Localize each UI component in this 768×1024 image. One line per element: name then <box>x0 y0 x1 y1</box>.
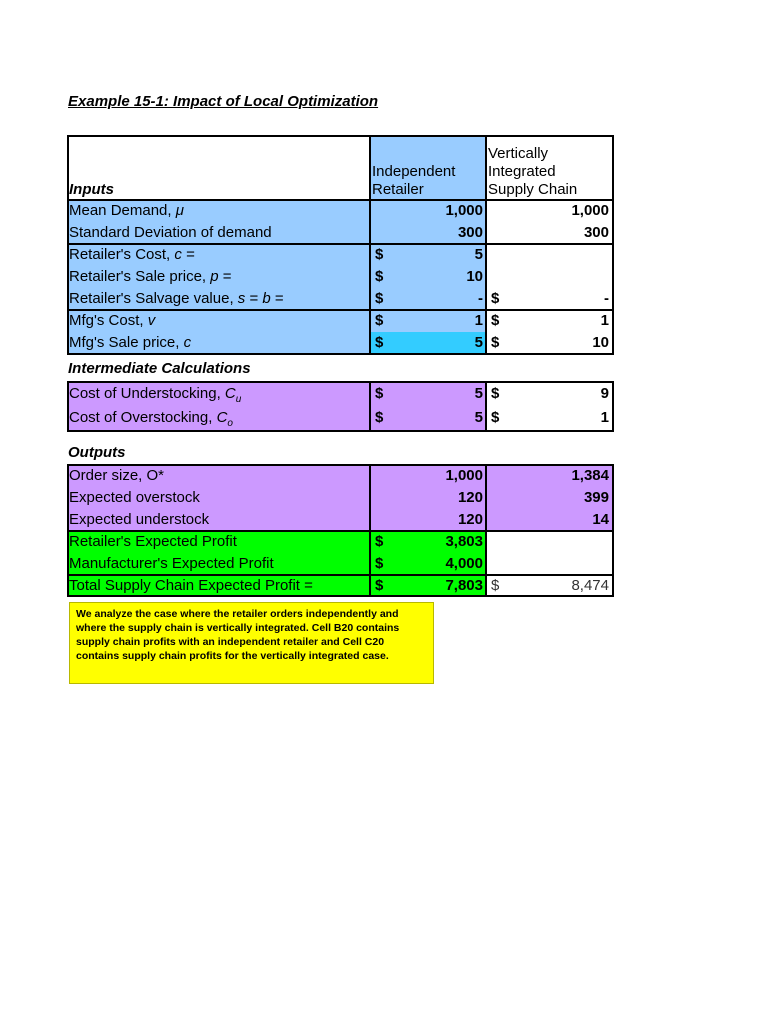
cell-c[interactable]: $ 9 <box>491 385 609 402</box>
table-row <box>68 200 612 222</box>
cell-c[interactable]: 14 <box>486 509 612 531</box>
cell-b[interactable]: $ 5 <box>370 382 486 406</box>
row-label[interactable]: Retailer's Expected Profit <box>68 531 370 553</box>
cell-b[interactable]: 1,000 <box>370 465 486 487</box>
cell-c[interactable] <box>486 244 612 266</box>
cell-b-selected[interactable]: $ 5 <box>370 332 486 354</box>
row-label[interactable]: Retailer's Salvage value, s = b = <box>68 288 370 310</box>
cell-c[interactable]: 300 <box>583 224 609 241</box>
cell-c-total[interactable]: $ 8,474 <box>491 577 609 594</box>
cell-c[interactable]: $ 1 <box>491 409 609 426</box>
row-divider <box>67 243 614 245</box>
row-label[interactable]: Expected overstock <box>68 487 370 509</box>
inputs-heading: Inputs <box>69 181 114 198</box>
col-divider <box>485 381 487 432</box>
cell-b[interactable]: $ 10 <box>370 266 486 288</box>
cell-b[interactable]: $ 5 <box>370 406 486 430</box>
cell-c[interactable]: 1,000 <box>571 202 609 219</box>
row-label[interactable]: Total Supply Chain Expected Profit = <box>68 575 370 597</box>
sheet-title: Example 15-1: Impact of Local Optimization <box>68 93 379 110</box>
outputs-heading: Outputs <box>68 444 126 461</box>
row-label[interactable]: Retailer's Cost, c = <box>68 244 370 266</box>
table-row <box>68 575 612 597</box>
cell-b[interactable]: $ 1 <box>370 310 486 332</box>
cell-c[interactable]: 399 <box>486 487 612 509</box>
cell-b[interactable]: $ 5 <box>370 244 486 266</box>
table-row <box>68 531 612 553</box>
row-label[interactable]: Mfg's Sale price, c <box>68 332 370 354</box>
row-label[interactable]: Mfg's Cost, v <box>68 310 370 332</box>
row-divider <box>67 309 614 311</box>
row-label[interactable]: Manufacturer's Expected Profit <box>68 553 370 575</box>
col-divider <box>369 381 371 432</box>
table-row <box>68 406 612 430</box>
row-divider <box>67 199 614 201</box>
header-b-line1: Independent <box>372 163 456 180</box>
row-label[interactable]: Expected understock <box>68 509 370 531</box>
cell-c[interactable] <box>486 553 612 575</box>
header-c-line1: Vertically <box>488 145 549 162</box>
table-row <box>68 332 612 354</box>
cell-b[interactable]: 120 <box>370 487 486 509</box>
cell-c[interactable]: $ 1 <box>491 312 609 329</box>
table-row <box>68 509 612 531</box>
header-b-line2: Retailer <box>372 181 424 198</box>
table-row <box>68 288 612 310</box>
col-divider <box>485 135 487 355</box>
cell-b[interactable]: 300 <box>370 222 486 244</box>
cell-b-total[interactable]: $ 7,803 <box>370 575 486 597</box>
cell-b[interactable]: $ - <box>370 288 486 310</box>
cell-b[interactable]: $ 3,803 <box>370 531 486 553</box>
header-c-line2: Integrated <box>488 163 556 180</box>
table-row <box>68 465 612 487</box>
table-row <box>68 266 612 288</box>
row-label[interactable]: Retailer's Sale price, p = <box>68 266 370 288</box>
table-row <box>68 382 612 406</box>
cell-c[interactable] <box>486 266 612 288</box>
cell-b[interactable]: $ 4,000 <box>370 553 486 575</box>
row-label[interactable]: Standard Deviation of demand <box>68 222 370 244</box>
table-row <box>68 310 612 332</box>
cell-c[interactable]: $ - <box>491 290 609 307</box>
cell-b[interactable]: 120 <box>370 509 486 531</box>
row-label[interactable]: Cost of Overstocking, $C_o$ <box>68 406 370 430</box>
row-label[interactable]: Cost of Understocking, $C_u$ <box>68 382 370 406</box>
row-divider <box>67 530 614 532</box>
cell-c[interactable]: 1,384 <box>486 465 612 487</box>
row-label[interactable]: Mean Demand, μ <box>68 200 370 222</box>
col-divider <box>369 135 371 355</box>
table-row <box>68 244 612 266</box>
table-row <box>68 487 612 509</box>
intermediate-heading: Intermediate Calculations <box>68 360 251 377</box>
cell-b[interactable]: 1,000 <box>370 200 486 222</box>
table-row <box>68 553 612 575</box>
row-divider <box>67 574 614 576</box>
comment-note[interactable]: We analyze the case where the retailer orders independently and where the supply chain is vertically integrated. Cell B20 contains supply chain profits with an independent retailer and Cell C20 contains supply chain profits for the vertically integrated case. <box>69 602 434 684</box>
header-c-line3: Supply Chain <box>488 181 578 198</box>
row-label[interactable]: Order size, O* <box>68 465 370 487</box>
cell-c[interactable] <box>486 531 612 553</box>
cell-c[interactable]: $ 10 <box>491 334 609 351</box>
table-row <box>68 222 612 244</box>
